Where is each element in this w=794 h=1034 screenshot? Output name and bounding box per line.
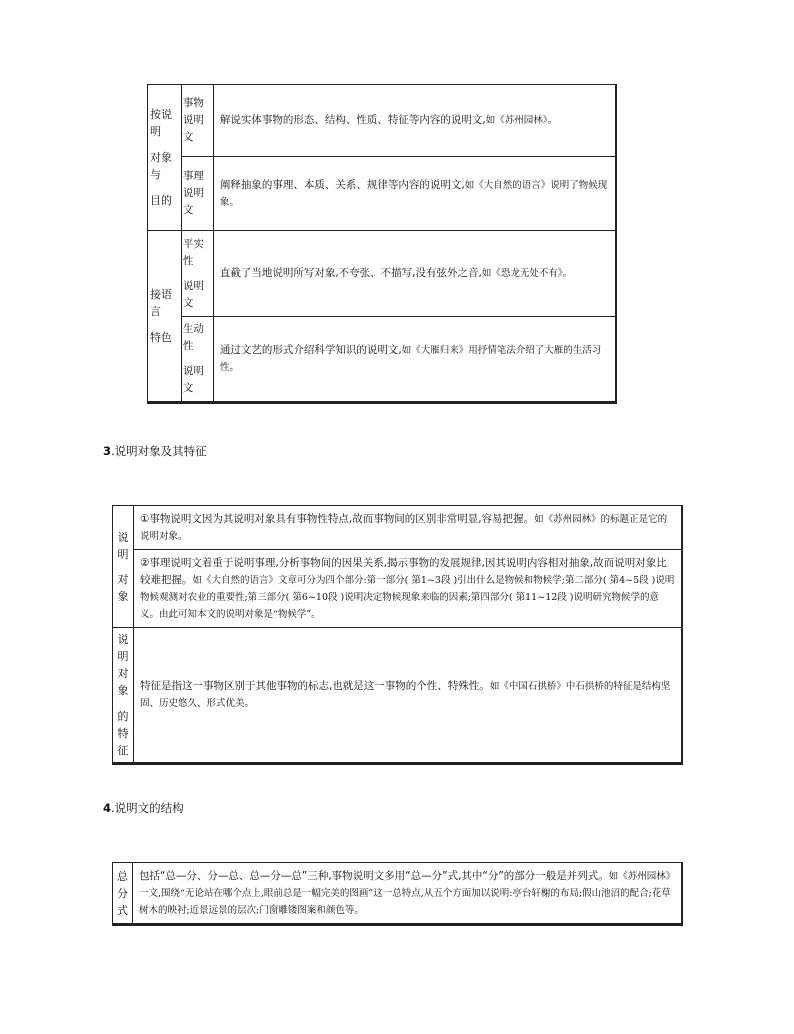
group-label-line: 目的 [150,194,172,207]
description-text: 直截了当地说明所写对象,不夸张、不描写,没有弦外之音, [219,267,482,279]
sub-label-line: 事物 [182,97,204,109]
label-object [113,506,134,628]
label-line: 明 [117,547,129,561]
group-label-line: 特色 [150,331,172,344]
feature-text: 特征是指这一事物区别于其他事物的标志,也就是这一事物的个性、特殊性。 [139,680,490,692]
sub-label-line: 事理 [182,170,204,182]
sub-label-line: 性 [182,340,194,352]
sub-label-line: 说明 [182,187,204,199]
sub-label-line: 性 [182,254,194,267]
description-example: 如《恐龙无处不有》。 [481,268,573,279]
group-label-line: 言 [150,305,161,318]
section-number: 4 [103,801,112,815]
table-row [113,628,683,764]
structure-text: 包括“总—分、分—总、总—分—总”三种,事物说明文多用“总—分”式,其中“分”的部分一般是并列式。 [138,869,609,882]
table-row [113,550,683,628]
item-text: ①事物说明文因为其说明对象具有事物性特点,故而事物间的区别非常明显,容易把握。 [139,512,535,525]
description-cell [213,157,616,231]
label-line: 分 [116,886,128,900]
label-line: 的 [117,710,129,723]
label-line: 特 [117,727,129,740]
feature-cell [133,628,682,764]
group-label-line: 接语 [150,288,172,301]
label-line: 总 [116,869,128,883]
sub-label-line: 文 [182,382,194,394]
sub-label-line: 说明 [182,365,204,377]
table-row [148,85,617,157]
section-number: 3 [103,444,112,458]
table-row [113,506,683,550]
section-title: .说明对象及其特征 [111,444,207,458]
feature-example: 如《中国石拱桥》中石拱桥的特征是结构坚固、历史悠久、形式优美。 [139,681,671,709]
group-label-line: 对象 [150,151,172,164]
label-total-part [113,863,133,925]
label-line: 对 [117,667,129,680]
structure-cell [132,863,682,925]
label-line: 式 [116,903,128,917]
label-line: 对 [117,572,129,586]
classification-table [147,84,617,404]
sub-label-line: 文 [182,131,194,143]
group-label-language [148,231,182,403]
item-example: 如《大自然的语言》文章可分为四个部分:第一部分( 第1~3段 )引出什么是物候和物候学;第二部分( 第4~5段 )说明物候观测对农业的重要性;第三部分( 第6~10段 )说明决定物候现象来临的因素;第四部分( 第11~12段 )说明研究物候学的意义。由此可知本文的说明对象是“物候学”。 [139,574,675,620]
table-row [148,157,617,231]
label-line: 说 [117,530,129,544]
section-title: .说明文的结构 [111,801,184,815]
sub-label-line: 说明 [182,114,204,126]
description-text: 解说实体事物的形态、结构、性质、特征等内容的说明文, [219,114,486,126]
object-item-1 [133,506,682,550]
sub-label-reason [181,157,213,231]
section-4-heading [103,800,184,816]
label-line: 明 [117,650,129,663]
sub-label-thing [181,85,213,157]
description-example: 如《大雁归来》用抒情笔法介绍了大雁的生活习性。 [219,345,602,373]
structure-table [112,862,683,926]
label-line: 象 [117,684,129,697]
description-text: 通过文艺的形式介绍科学知识的说明文, [219,344,402,356]
table-row [148,231,617,317]
group-label-object-purpose [148,85,182,231]
structure-example: 如《苏州园林》一文,围绕“无论站在哪个点上,眼前总是一幅完美的图画”这一总特点,从五个方面加以说明:亭台轩榭的布局;假山池沼的配合;花草树木的映衬;近景远景的层次;门窗雕镂图案和颜色等。 [138,870,671,916]
group-label-line: 与 [150,168,161,181]
sub-label-line: 文 [182,204,194,216]
label-line: 说 [117,633,129,646]
sub-label-line: 说明 [182,279,204,292]
description-cell [213,85,616,157]
section-3-heading [103,443,207,459]
table-row [113,863,683,925]
label-feature [113,628,134,764]
object-item-2 [133,550,682,628]
description-cell [213,317,616,403]
description-example: 如《苏州园林》。 [485,115,557,126]
description-cell [213,231,616,317]
description-text: 阐释抽象的事理、本质、关系、规律等内容的说明文, [219,178,465,191]
sub-label-line: 平实 [182,237,204,250]
description-example: 如《大自然的语言》说明了物候现象。 [219,179,608,208]
item-example: 如《苏州园林》的标题正是它的说明对象。 [139,513,668,542]
sub-label-plain [181,231,213,317]
object-feature-table [112,505,683,765]
sub-label-line: 文 [182,296,194,309]
group-label-line: 按说 [150,108,172,121]
item-text: ②事理说明文着重于说明事理,分析事物间的因果关系,揭示事物的发展规律,因其说明内容相对抽象,故而说明对象比较难把握。 [139,556,667,586]
table-row [148,317,617,403]
sub-label-vivid [181,317,213,403]
label-line: 象 [117,589,129,603]
label-line: 征 [117,744,129,757]
group-label-line: 明 [150,125,161,138]
sub-label-line: 生动 [182,323,204,335]
